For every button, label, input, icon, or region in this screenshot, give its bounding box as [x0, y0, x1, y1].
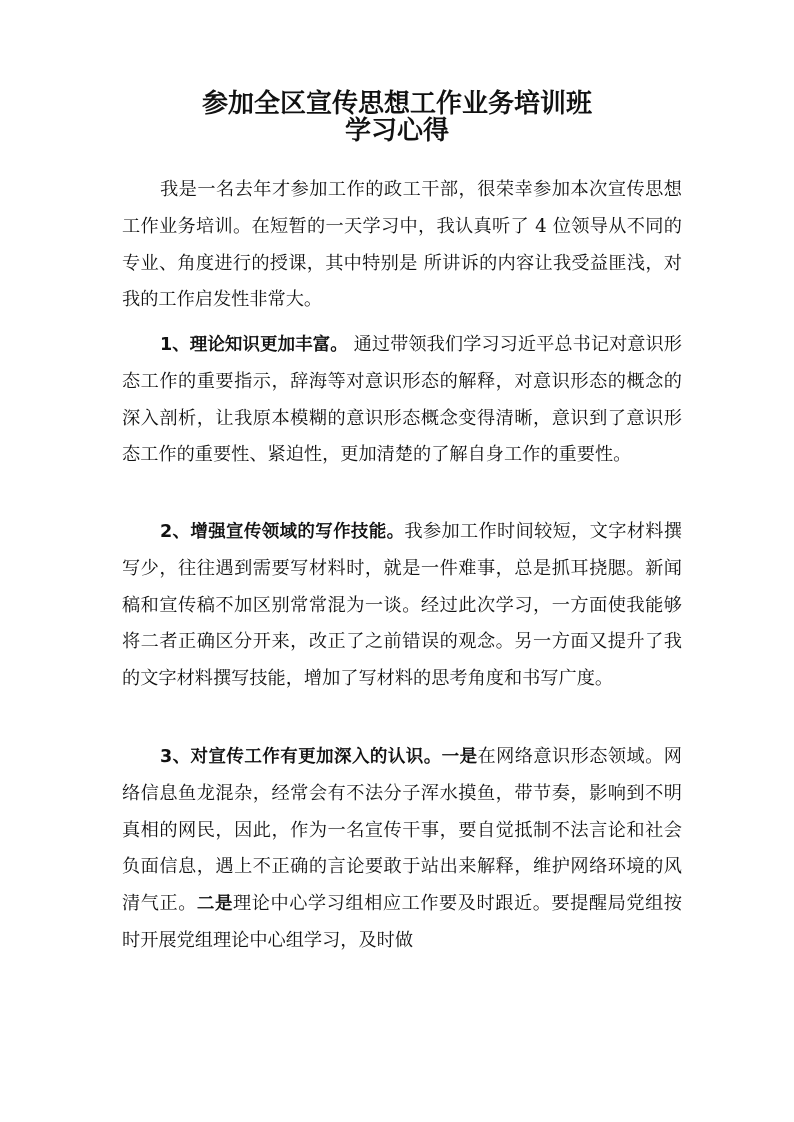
point-3-heading: 3、对宣传工作有更加深入的认识。: [160, 747, 442, 767]
point-3-first-label: 一是: [441, 747, 478, 767]
point-1-body: 通过带领我们学习习近平总书记对意识形态工作的重要指示，辞海等对意识形态的解释，对意识形态的概念的深入剖析，让我原本模糊的意识形态概念变得清晰，意识到了意识形态工作的重要性、紧迫性，更加清楚的了解自身工作的重要性。: [122, 334, 682, 466]
point-1-heading: 1、理论知识更加丰富。: [160, 335, 348, 355]
point-2-paragraph: [122, 514, 682, 698]
document-title-line-2: 学习心得: [344, 116, 449, 146]
point-2-body: 我参加工作时间较短，文字材料撰写少，往往遇到需要写材料时，就是一件难事，总是抓耳挠腮。新闻稿和宣传稿不加区别常常混为一谈。经过此次学习，一方面使我能够将二者正确区分开来，改正了之前错误的观念。另一方面又提升了我的文字材料撰写技能，增加了写材料的思考角度和书写广度。: [122, 521, 682, 690]
point-3-first-body: 在网络意识形态领域。网络信息鱼龙混杂，经常会有不法分子浑水摸鱼，带节奏，影响到不明真相的网民，因此，作为一名宣传干事，要自觉抵制不法言论和社会负面信息，遇上不正确的言论要敢于站出来解释，维护网络环境的风清气正。: [122, 746, 682, 915]
point-3-second-body: 理论中心学习组相应工作要及时跟近。要提醒局党组按时开展党组理论中心组学习，及时做: [122, 893, 682, 951]
point-1-paragraph: [122, 327, 682, 474]
point-3-second-label: 二是: [196, 894, 234, 915]
point-2-heading: 2、增强宣传领域的写作技能。: [160, 522, 405, 542]
point-3-paragraph: [122, 739, 682, 960]
intro-paragraph: 我是一名去年才参加工作的政工干部，很荣幸参加本次宣传思想工作业务培训。在短暂的一天学习中，我认真听了 4 位领导从不同的专业、角度进行的授课，其中特别是 所讲诉的内容让我受益匪浅，对我的工作启发性非常大。: [122, 179, 682, 311]
document-title-line-1: 参加全区宣传思想工作业务培训班: [201, 89, 592, 119]
